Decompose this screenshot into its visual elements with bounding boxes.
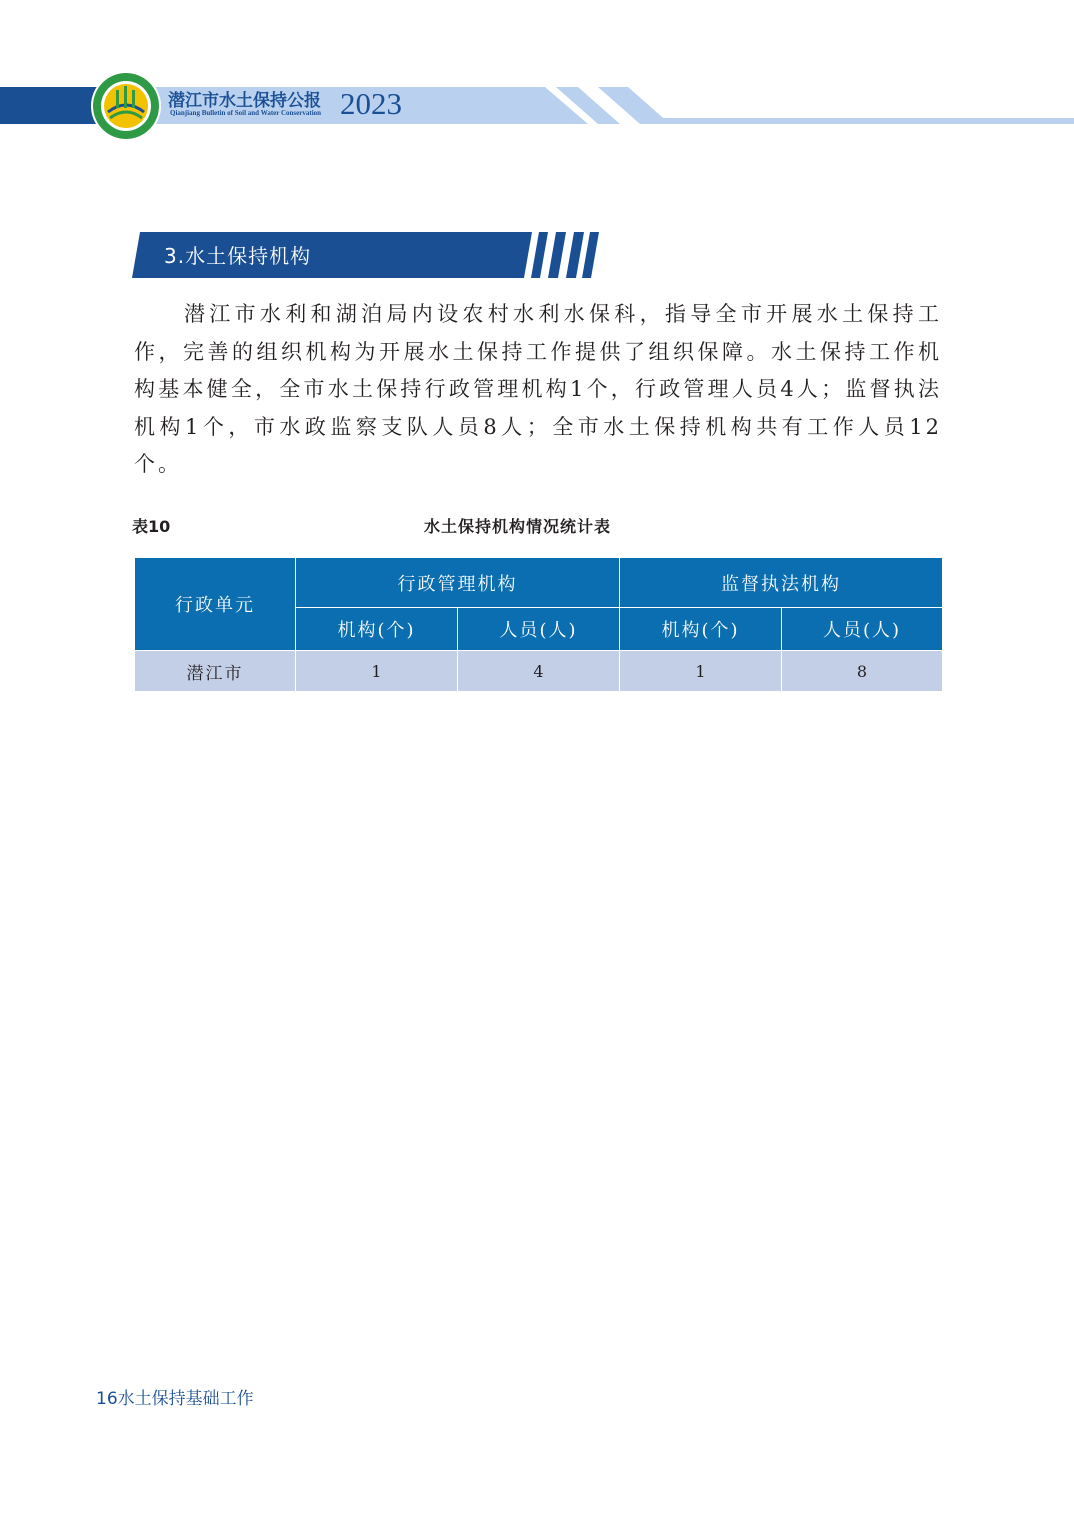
logo-emblem-icon xyxy=(88,70,166,142)
bulletin-subtitle: Qianjiang Bulletin of Soil and Water Conservation xyxy=(170,109,322,117)
cell-admin-staff: 4 xyxy=(458,651,620,692)
page-footer: 16水土保持基础工作 xyxy=(96,1389,254,1409)
cell-supervision-staff: 8 xyxy=(782,651,943,692)
table-row xyxy=(135,651,943,692)
subheader-admin-agencies: 机构(个) xyxy=(296,608,458,651)
subheader-supervision-agencies: 机构(个) xyxy=(620,608,782,651)
header-admin-agency: 行政管理机构 xyxy=(296,558,620,608)
cell-admin-agencies: 1 xyxy=(296,651,458,692)
header-admin-unit: 行政单元 xyxy=(135,558,296,651)
body-paragraph: 潜江市水利和湖泊局内设农村水利水保科，指导全市开展水土保持工作，完善的组织机构为开展水土保持工作提供了组织保障。水土保持工作机构基本健全，全市水土保持行政管理机构1个，行政管理人员4人；监督执法机构1个，市水政监察支队人员8人；全市水土保持机构共有工作人员12个。 xyxy=(134,302,942,476)
bulletin-title: 潜江市水土保持公报 xyxy=(168,91,321,111)
header-supervision-agency: 监督执法机构 xyxy=(620,558,943,608)
cell-supervision-agencies: 1 xyxy=(620,651,782,692)
section-heading: 3.水土保持机构 xyxy=(164,244,312,268)
cell-unit: 潜江市 xyxy=(135,651,296,692)
bulletin-year: 2023 xyxy=(340,86,402,121)
subheader-admin-staff: 人员(人) xyxy=(458,608,620,651)
table-label: 表10 xyxy=(132,517,171,536)
table-title: 水土保持机构情况统计表 xyxy=(424,517,612,536)
subheader-supervision-staff: 人员(人) xyxy=(782,608,943,651)
table-header-row xyxy=(135,558,943,608)
statistics-table xyxy=(134,557,943,692)
